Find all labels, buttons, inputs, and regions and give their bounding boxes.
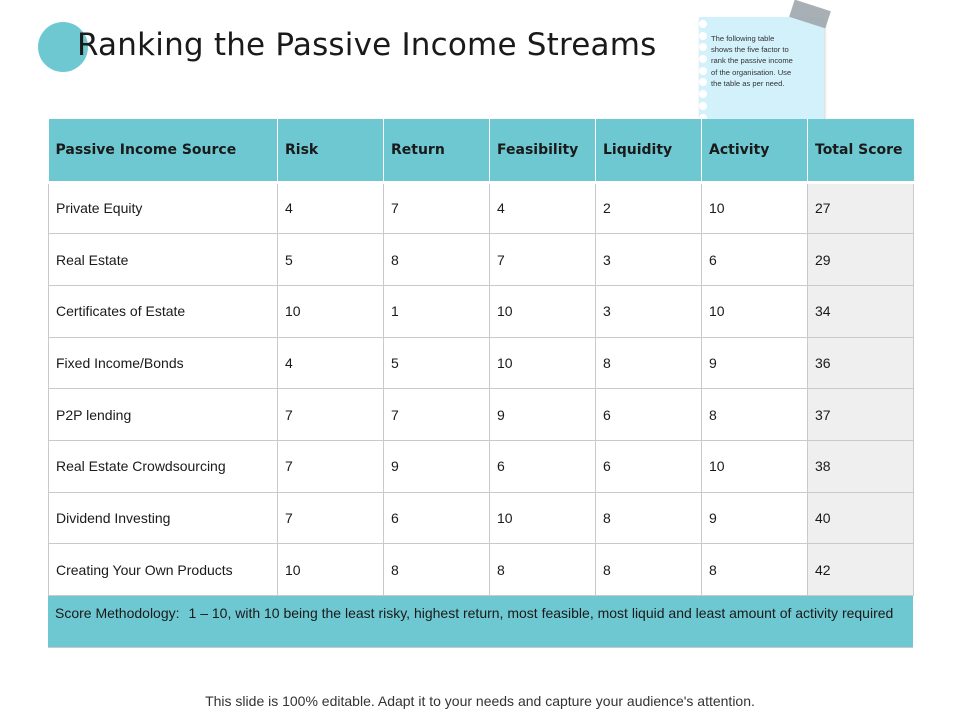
cell-value: 5 xyxy=(278,234,384,286)
cell-source: Dividend Investing xyxy=(49,492,278,544)
header-total-score: Total Score xyxy=(808,119,914,182)
cell-value: 1 xyxy=(384,285,490,337)
methodology-text: 1 – 10, with 10 being the least risky, highest return, most feasible, most liquid and least amount of activity required xyxy=(188,605,894,621)
cell-source: P2P lending xyxy=(49,389,278,441)
cell-total-score: 37 xyxy=(808,389,914,441)
cell-value: 6 xyxy=(490,440,596,492)
cell-value: 8 xyxy=(596,337,702,389)
cell-value: 5 xyxy=(384,337,490,389)
cell-value: 7 xyxy=(278,389,384,441)
cell-value: 6 xyxy=(702,234,808,286)
cell-value: 8 xyxy=(596,492,702,544)
cell-value: 8 xyxy=(384,544,490,596)
cell-value: 10 xyxy=(490,285,596,337)
cell-source: Certificates of Estate xyxy=(49,285,278,337)
cell-total-score: 40 xyxy=(808,492,914,544)
ranking-table xyxy=(48,119,913,648)
cell-value: 3 xyxy=(596,234,702,286)
cell-source: Real Estate Crowdsourcing xyxy=(49,440,278,492)
table-row xyxy=(49,440,914,492)
footer-caption: This slide is 100% editable. Adapt it to your needs and capture your audience's attention. xyxy=(205,693,755,709)
cell-value: 6 xyxy=(596,389,702,441)
cell-value: 9 xyxy=(702,492,808,544)
table-header-row xyxy=(49,119,914,182)
score-methodology xyxy=(48,596,913,648)
cell-total-score: 38 xyxy=(808,440,914,492)
cell-source: Private Equity xyxy=(49,182,278,234)
table-row xyxy=(49,234,914,286)
cell-total-score: 29 xyxy=(808,234,914,286)
note-binding-holes xyxy=(699,20,709,132)
note-text: The following table shows the five factor to rank the passive income of the organisation. Use the table as per need. xyxy=(711,34,793,88)
cell-value: 8 xyxy=(490,544,596,596)
cell-value: 10 xyxy=(490,492,596,544)
cell-value: 9 xyxy=(702,337,808,389)
sticky-note xyxy=(699,17,824,135)
page-title: Ranking the Passive Income Streams xyxy=(77,27,657,63)
cell-total-score: 34 xyxy=(808,285,914,337)
cell-value: 7 xyxy=(490,234,596,286)
cell-value: 9 xyxy=(490,389,596,441)
cell-value: 8 xyxy=(384,234,490,286)
cell-value: 4 xyxy=(278,182,384,234)
header-feasibility: Feasibility xyxy=(490,119,596,182)
cell-value: 10 xyxy=(702,182,808,234)
cell-value: 2 xyxy=(596,182,702,234)
table-row xyxy=(49,285,914,337)
header-return: Return xyxy=(384,119,490,182)
table-row xyxy=(49,182,914,234)
cell-value: 4 xyxy=(278,337,384,389)
header-liquidity: Liquidity xyxy=(596,119,702,182)
cell-total-score: 36 xyxy=(808,337,914,389)
cell-value: 8 xyxy=(702,544,808,596)
cell-value: 6 xyxy=(384,492,490,544)
cell-value: 6 xyxy=(596,440,702,492)
cell-value: 7 xyxy=(278,492,384,544)
cell-value: 7 xyxy=(278,440,384,492)
table-row xyxy=(49,389,914,441)
cell-value: 9 xyxy=(384,440,490,492)
cell-value: 10 xyxy=(702,440,808,492)
cell-source: Fixed Income/Bonds xyxy=(49,337,278,389)
table-row xyxy=(49,492,914,544)
table-row xyxy=(49,544,914,596)
cell-source: Creating Your Own Products xyxy=(49,544,278,596)
cell-value: 8 xyxy=(596,544,702,596)
cell-value: 10 xyxy=(490,337,596,389)
table-row xyxy=(49,337,914,389)
cell-value: 10 xyxy=(702,285,808,337)
header-risk: Risk xyxy=(278,119,384,182)
cell-value: 7 xyxy=(384,389,490,441)
cell-total-score: 27 xyxy=(808,182,914,234)
cell-value: 4 xyxy=(490,182,596,234)
cell-value: 7 xyxy=(384,182,490,234)
cell-value: 10 xyxy=(278,544,384,596)
header-activity: Activity xyxy=(702,119,808,182)
cell-value: 3 xyxy=(596,285,702,337)
methodology-label: Score Methodology: xyxy=(55,605,180,621)
cell-source: Real Estate xyxy=(49,234,278,286)
cell-value: 8 xyxy=(702,389,808,441)
cell-total-score: 42 xyxy=(808,544,914,596)
header-source: Passive Income Source xyxy=(49,119,278,182)
cell-value: 10 xyxy=(278,285,384,337)
